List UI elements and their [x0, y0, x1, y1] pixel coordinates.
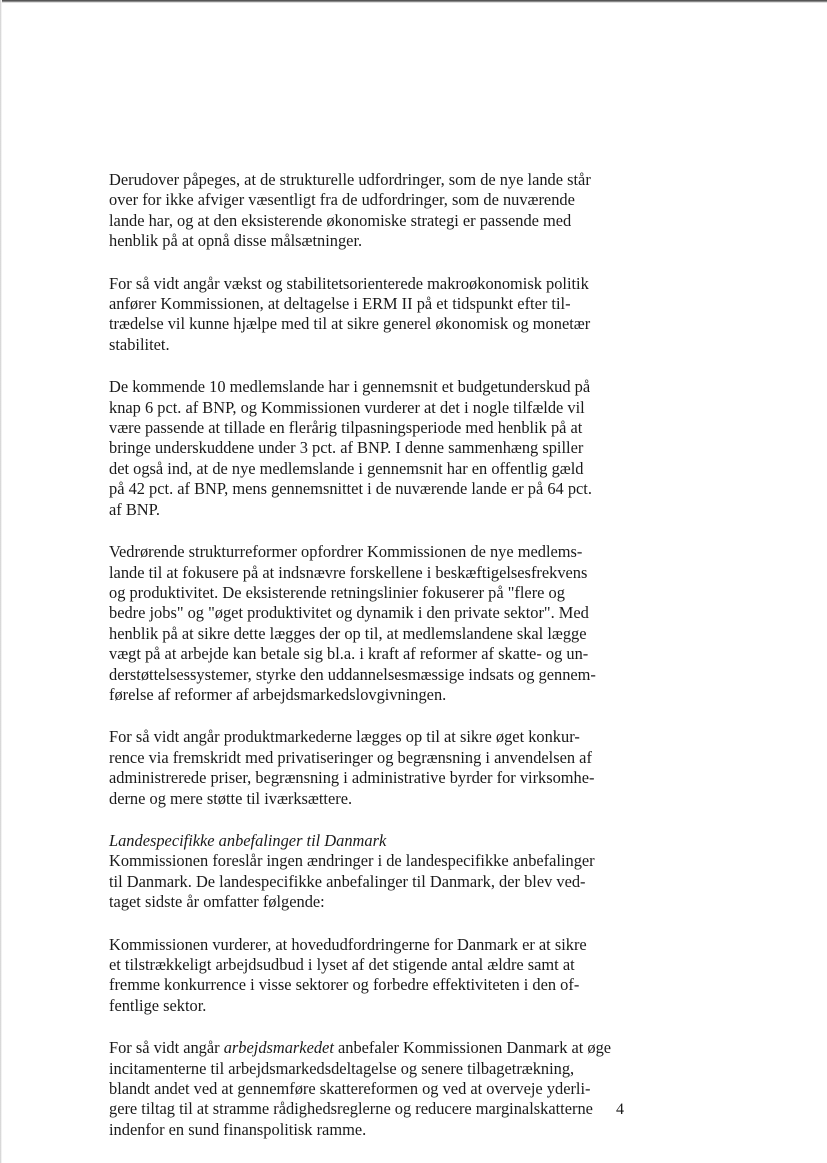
paragraph-7 [109, 935, 629, 1017]
paragraph-2 [109, 274, 629, 356]
text-line: henblik på at opnå disse målsætninger. [109, 231, 363, 251]
paragraph-3 [109, 377, 629, 520]
text-line: vægt på at arbejde kan betale sig bl.a. i kraft af reformer af skatte- og un- [109, 644, 589, 664]
text-line: incitamenterne til arbejdsmarkedsdeltagelse og senere tilbagetrækning, [109, 1058, 575, 1078]
text-line: et tilstrækkeligt arbejdsudbud i lyset af det stigende antal ældre samt at [109, 955, 575, 974]
section-heading: Landespecifikke anbefalinger til Danmark [109, 830, 387, 850]
text-line: lande har, og at den eksisterende økonomiske strategi er passende med [109, 210, 572, 230]
text-line: af BNP. [109, 499, 160, 519]
text-line: De kommende 10 medlemslande har i gennemsnit et budgetunderskud på [109, 377, 591, 397]
text-line: førelse af reformer af arbejdsmarkedslovgivningen. [109, 684, 447, 704]
text-segment: For så vidt angår [109, 1038, 224, 1058]
text-line: over for ikke afviger væsentligt fra de udfordringer, som de nuværende [109, 190, 575, 210]
text-line: lande til at fokusere på at indsnævre forskellene i beskæftigelsesfrekvens [109, 562, 588, 582]
text-line: bringe underskuddene under 3 pct. af BNP. I denne sammenhæng spiller [109, 438, 584, 458]
text-line: Kommissionen vurderer, at hovedudfordringerne for Danmark er at sikre [109, 934, 587, 954]
italic-term: arbejdsmarkedet [223, 1038, 334, 1058]
page-top-edge [0, 0, 827, 3]
text-line: bedre jobs" og "øget produktivitet og dynamik i den private sektor". Med [109, 603, 589, 623]
text-line: blandt andet ved at gennemføre skattereformen og ved at overveje yderli- [109, 1079, 591, 1099]
text-line: være passende at tillade en flerårig tilpasningsperiode med henblik på at [109, 418, 583, 438]
text-line: taget sidste år omfatter følgende: [109, 892, 325, 912]
text-line: Vedrørende strukturreformer opfordrer Kommissionen de nye medlems- [109, 542, 583, 562]
paragraph-4 [109, 542, 629, 705]
text-line [109, 1038, 629, 1058]
text-line: For så vidt angår produktmarkederne lægges op til at sikre øget konkur- [109, 727, 580, 747]
document-body [109, 170, 629, 1162]
text-line: Kommissionen foreslår ingen ændringer i de landespecifikke anbefalinger [109, 851, 595, 871]
text-line: til Danmark. De landespecifikke anbefalinger til Danmark, der blev ved- [109, 871, 586, 891]
text-line: det også ind, at de nye medlemslande i gennemsnit har en offentlig gæld [109, 458, 584, 478]
page-left-edge [0, 0, 2, 1163]
text-line: gere tiltag til at stramme rådighedsreglerne og reducere marginalskatterne [109, 1099, 593, 1119]
text-line: rence via fremskridt med privatiseringer og begrænsning i anvendelsen af [109, 747, 592, 767]
paragraph-5 [109, 727, 629, 809]
text-line: stabilitet. [109, 334, 170, 354]
text-line: fentlige sektor. [109, 995, 207, 1015]
page-number: 4 [616, 1101, 624, 1118]
text-line: på 42 pct. af BNP, mens gennemsnittet i de nuværende lande er på 64 pct. [109, 479, 592, 499]
text-line: anfører Kommissionen, at deltagelse i ERM II på et tidspunkt efter til- [109, 294, 571, 314]
text-line: administrerede priser, begrænsning i administrative byrder for virksomhe- [109, 768, 595, 788]
text-line: Derudover påpeges, at de strukturelle udfordringer, som de nye lande står [109, 170, 591, 189]
text-line: henblik på at sikre dette lægges der op til, at medlemslandene skal lægge [109, 623, 587, 643]
text-segment: anbefaler Kommissionen Danmark at øge [333, 1038, 612, 1058]
paragraph-1 [109, 170, 629, 252]
text-line: fremme konkurrence i visse sektorer og forbedre effektiviteten i den of- [109, 975, 580, 995]
text-line: derstøttelsessystemer, styrke den uddannelsesmæssige indsats og gennem- [109, 664, 596, 684]
text-line: og produktivitet. De eksisterende retningslinier fokuserer på "flere og [109, 582, 565, 602]
paragraph-6 [109, 831, 629, 913]
text-line: knap 6 pct. af BNP, og Kommissionen vurderer at det i nogle tilfælde vil [109, 397, 585, 417]
text-line: derne og mere støtte til iværksættere. [109, 788, 353, 808]
text-line: indenfor en sund finanspolitisk ramme. [109, 1119, 367, 1139]
text-line: trædelse vil kunne hjælpe med til at sikre generel økonomisk og monetær [109, 314, 591, 334]
text-line: For så vidt angår vækst og stabilitetsorienterede makroøkonomisk politik [109, 273, 589, 293]
paragraph-8 [109, 1038, 629, 1140]
